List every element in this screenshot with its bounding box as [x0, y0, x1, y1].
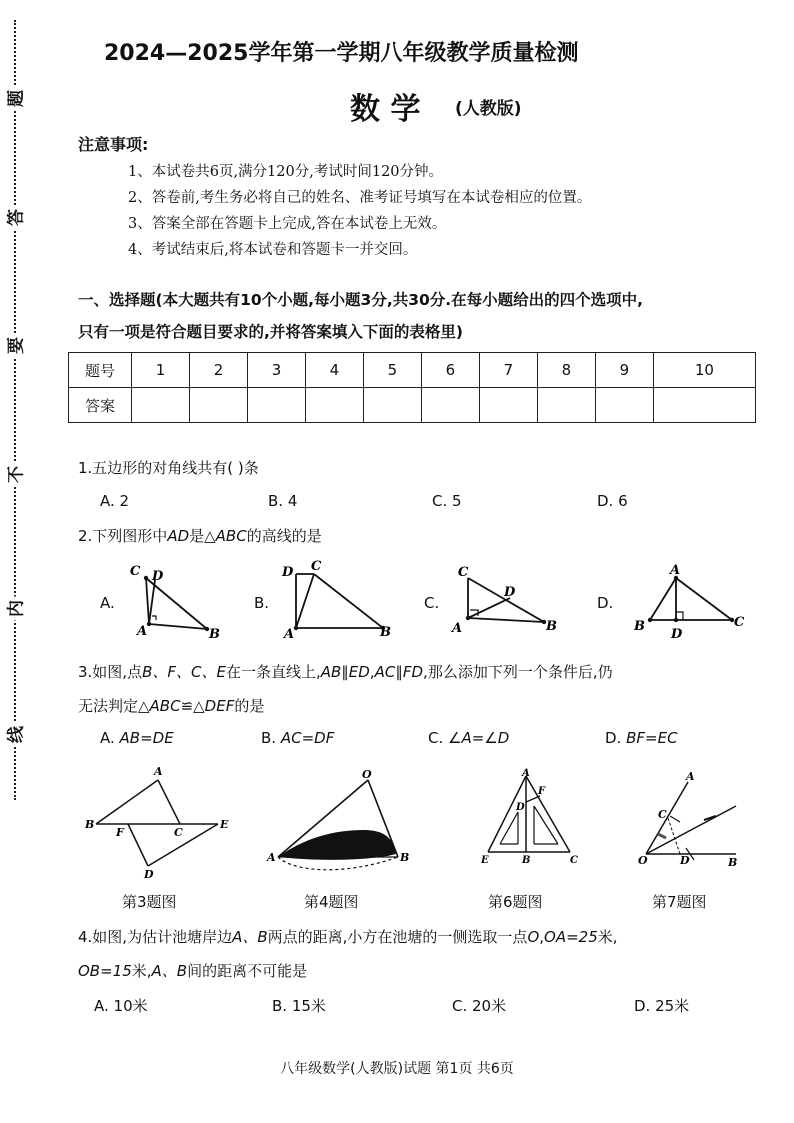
q2-figure-d: [626, 562, 752, 642]
table-question-number: 3: [247, 353, 305, 388]
table-question-number: 2: [189, 353, 247, 388]
point-label: A: [522, 768, 530, 779]
q4-option-b: B. 15米: [272, 997, 326, 1015]
q2-stem-part: 2.下列图形中: [78, 527, 168, 545]
q2-figure-c: [448, 560, 564, 640]
note-item: 3、答案全部在答题卡上完成,答在本试卷上无效。: [128, 216, 447, 232]
q4-stem-part: 米,: [597, 928, 618, 946]
page-footer: 八年级数学(人教版)试题 第1页 共6页: [280, 1061, 514, 1077]
q3-option-d: D. BF=EC: [605, 729, 678, 747]
point-label: D: [516, 802, 525, 813]
point-label: C: [174, 826, 183, 839]
point-label: B: [546, 619, 557, 634]
point-label: D: [152, 569, 164, 584]
subject-title: 数 学: [350, 92, 421, 127]
table-question-number: 1: [132, 353, 190, 388]
q3-option-a: A. AB=DE: [100, 729, 174, 747]
answer-cell[interactable]: [421, 388, 479, 423]
q4-option-d: D. 25米: [634, 997, 690, 1015]
seal-dotted-line: [14, 20, 16, 800]
table-question-number: 10: [653, 353, 755, 388]
section-heading-line1: 一、选择题(本大题共有10个小题,每小题3分,共30分.在每小题给出的四个选项中,: [78, 291, 644, 309]
q2-segment-ad: AD: [167, 527, 190, 545]
notes-heading: 注意事项:: [78, 135, 149, 154]
note-item: 1、本试卷共6页,满分120分,考试时间120分钟。: [128, 164, 444, 180]
question-4-stem-line1: [78, 926, 618, 947]
section-heading-line2: 只有一项是符合题目要求的,并将答案填入下面的表格里): [78, 323, 463, 341]
q4-stem-part: 间的距离不可能是: [187, 962, 308, 980]
point-label: C: [311, 559, 322, 574]
figure-6: [478, 766, 588, 878]
point-label: B: [400, 851, 410, 864]
point-label: C: [734, 615, 745, 630]
point-label: C: [130, 564, 141, 579]
q3-stem-part: 无法判定△: [78, 697, 150, 715]
q4-points: A、B: [232, 928, 268, 946]
table-question-number: 9: [595, 353, 653, 388]
q4-option-a: A. 10米: [94, 997, 148, 1015]
question-1-stem: 1.五边形的对角线共有( )条: [78, 459, 259, 477]
point-label: B: [209, 627, 220, 642]
figure-7: [636, 768, 750, 880]
table-header-question-number: 题号: [69, 353, 132, 388]
q2-option-a-letter: A.: [100, 594, 115, 612]
point-label: O: [362, 768, 372, 781]
q3-congruence: ABC≌△DEF: [149, 697, 235, 715]
table-question-number: 7: [479, 353, 537, 388]
answer-table-number-row: [69, 353, 756, 388]
point-label: A: [686, 770, 695, 783]
figure-3: [82, 762, 242, 880]
q4-stem-part: ,: [539, 928, 545, 946]
q2-triangle-abc: ABC: [215, 527, 247, 545]
answer-cell[interactable]: [132, 388, 190, 423]
answer-cell[interactable]: [479, 388, 537, 423]
q4-ob: OB=15: [78, 962, 132, 980]
pond-shape: [278, 830, 396, 860]
point-label: D: [671, 627, 683, 642]
q4-points: A、B: [151, 962, 188, 980]
point-label: A: [137, 624, 148, 639]
seal-char: 线: [2, 723, 27, 747]
table-header-answer: 答案: [69, 388, 132, 423]
seal-char: 要: [2, 334, 27, 358]
point-label: D: [144, 868, 154, 880]
q3-stem-part: 的是: [234, 697, 265, 715]
answer-cell[interactable]: [653, 388, 755, 423]
point-label: A: [452, 621, 463, 636]
question-3-stem-line2: [78, 695, 264, 716]
q3-stem-part: ,: [369, 663, 375, 681]
answer-table: [68, 352, 756, 423]
q3-option-b: B. AC=DF: [261, 729, 335, 747]
point-label: C: [458, 565, 469, 580]
table-question-number: 8: [537, 353, 595, 388]
seal-char: 题: [2, 87, 27, 111]
question-3-stem-line1: [78, 661, 613, 682]
q4-stem-part: 两点的距离,小方在池塘的一侧选取一点: [267, 928, 528, 946]
figure-4-caption: 第4题图: [304, 893, 359, 911]
point-label: F: [116, 826, 124, 839]
q3-stem-part: 在一条直线上,: [225, 663, 321, 681]
point-label: A: [284, 627, 295, 642]
answer-cell[interactable]: [537, 388, 595, 423]
answer-cell[interactable]: [247, 388, 305, 423]
q1-option-d: D. 6: [597, 492, 628, 510]
q2-option-b-letter: B.: [254, 594, 270, 612]
point-label: B: [85, 818, 95, 831]
q2-stem-part: 是△: [189, 527, 216, 545]
q4-option-c: C. 20米: [452, 997, 507, 1015]
q1-option-b: B. 4: [268, 492, 298, 510]
exam-title: 2024—2025学年第一学期八年级教学质量检测: [104, 41, 579, 66]
point-label: B: [522, 855, 531, 866]
q4-stem-part: 米,: [131, 962, 152, 980]
figure-7-caption: 第7题图: [652, 893, 707, 911]
point-label: D: [680, 854, 690, 867]
q2-figure-a: [125, 558, 225, 644]
figure-6-caption: 第6题图: [488, 893, 543, 911]
figure-4: [264, 768, 414, 880]
answer-cell[interactable]: [305, 388, 363, 423]
q3-parallel-2: AC∥FD: [374, 663, 424, 681]
q4-oa: OA=25: [544, 928, 598, 946]
q3-points: B、F、C、E: [142, 663, 226, 681]
q3-stem-part: 3.如图,点: [78, 663, 143, 681]
q1-option-c: C. 5: [432, 492, 462, 510]
q2-option-c-letter: C.: [424, 594, 440, 612]
q3-parallel-1: AB∥ED: [320, 663, 370, 681]
figure-3-caption: 第3题图: [122, 893, 177, 911]
seal-char: 答: [2, 206, 27, 230]
table-question-number: 5: [363, 353, 421, 388]
point-label: F: [538, 786, 546, 797]
question-4-stem-line2: [78, 960, 307, 981]
q3-stem-part: ,那么添加下列一个条件后,仍: [423, 663, 613, 681]
q2-figure-b: [276, 556, 394, 642]
point-label: D: [504, 585, 516, 600]
point-label: D: [282, 565, 294, 580]
note-item: 2、答卷前,考生务必将自己的姓名、准考证号填写在本试卷相应的位置。: [128, 190, 592, 206]
point-label: A: [154, 765, 163, 778]
answer-cell[interactable]: [595, 388, 653, 423]
q3-option-c: C. ∠A=∠D: [428, 729, 510, 747]
q1-option-a: A. 2: [100, 492, 130, 510]
q4-stem-part: 4.如图,为估计池塘岸边: [78, 928, 233, 946]
table-question-number: 4: [305, 353, 363, 388]
point-label: A: [670, 563, 681, 578]
point-label: C: [658, 808, 667, 821]
answer-table-answer-row: [69, 388, 756, 423]
edition-label: (人教版): [455, 99, 522, 119]
point-label: B: [728, 856, 738, 869]
point-label: B: [380, 625, 391, 640]
answer-cell[interactable]: [189, 388, 247, 423]
point-label: B: [634, 619, 645, 634]
answer-cell[interactable]: [363, 388, 421, 423]
note-item: 4、考试结束后,将本试卷和答题卡一并交回。: [128, 242, 418, 258]
table-question-number: 6: [421, 353, 479, 388]
question-2-stem: [78, 525, 322, 546]
q2-stem-part: 的高线的是: [246, 527, 322, 545]
q2-option-d-letter: D.: [597, 594, 614, 612]
point-label: O: [638, 854, 648, 867]
seal-char: 不: [2, 463, 27, 487]
point-label: E: [220, 818, 229, 831]
point-label: A: [267, 851, 276, 864]
q4-point-o: O: [527, 928, 540, 946]
seal-char: 内: [2, 597, 27, 621]
point-label: C: [570, 855, 578, 866]
point-label: E: [481, 855, 489, 866]
